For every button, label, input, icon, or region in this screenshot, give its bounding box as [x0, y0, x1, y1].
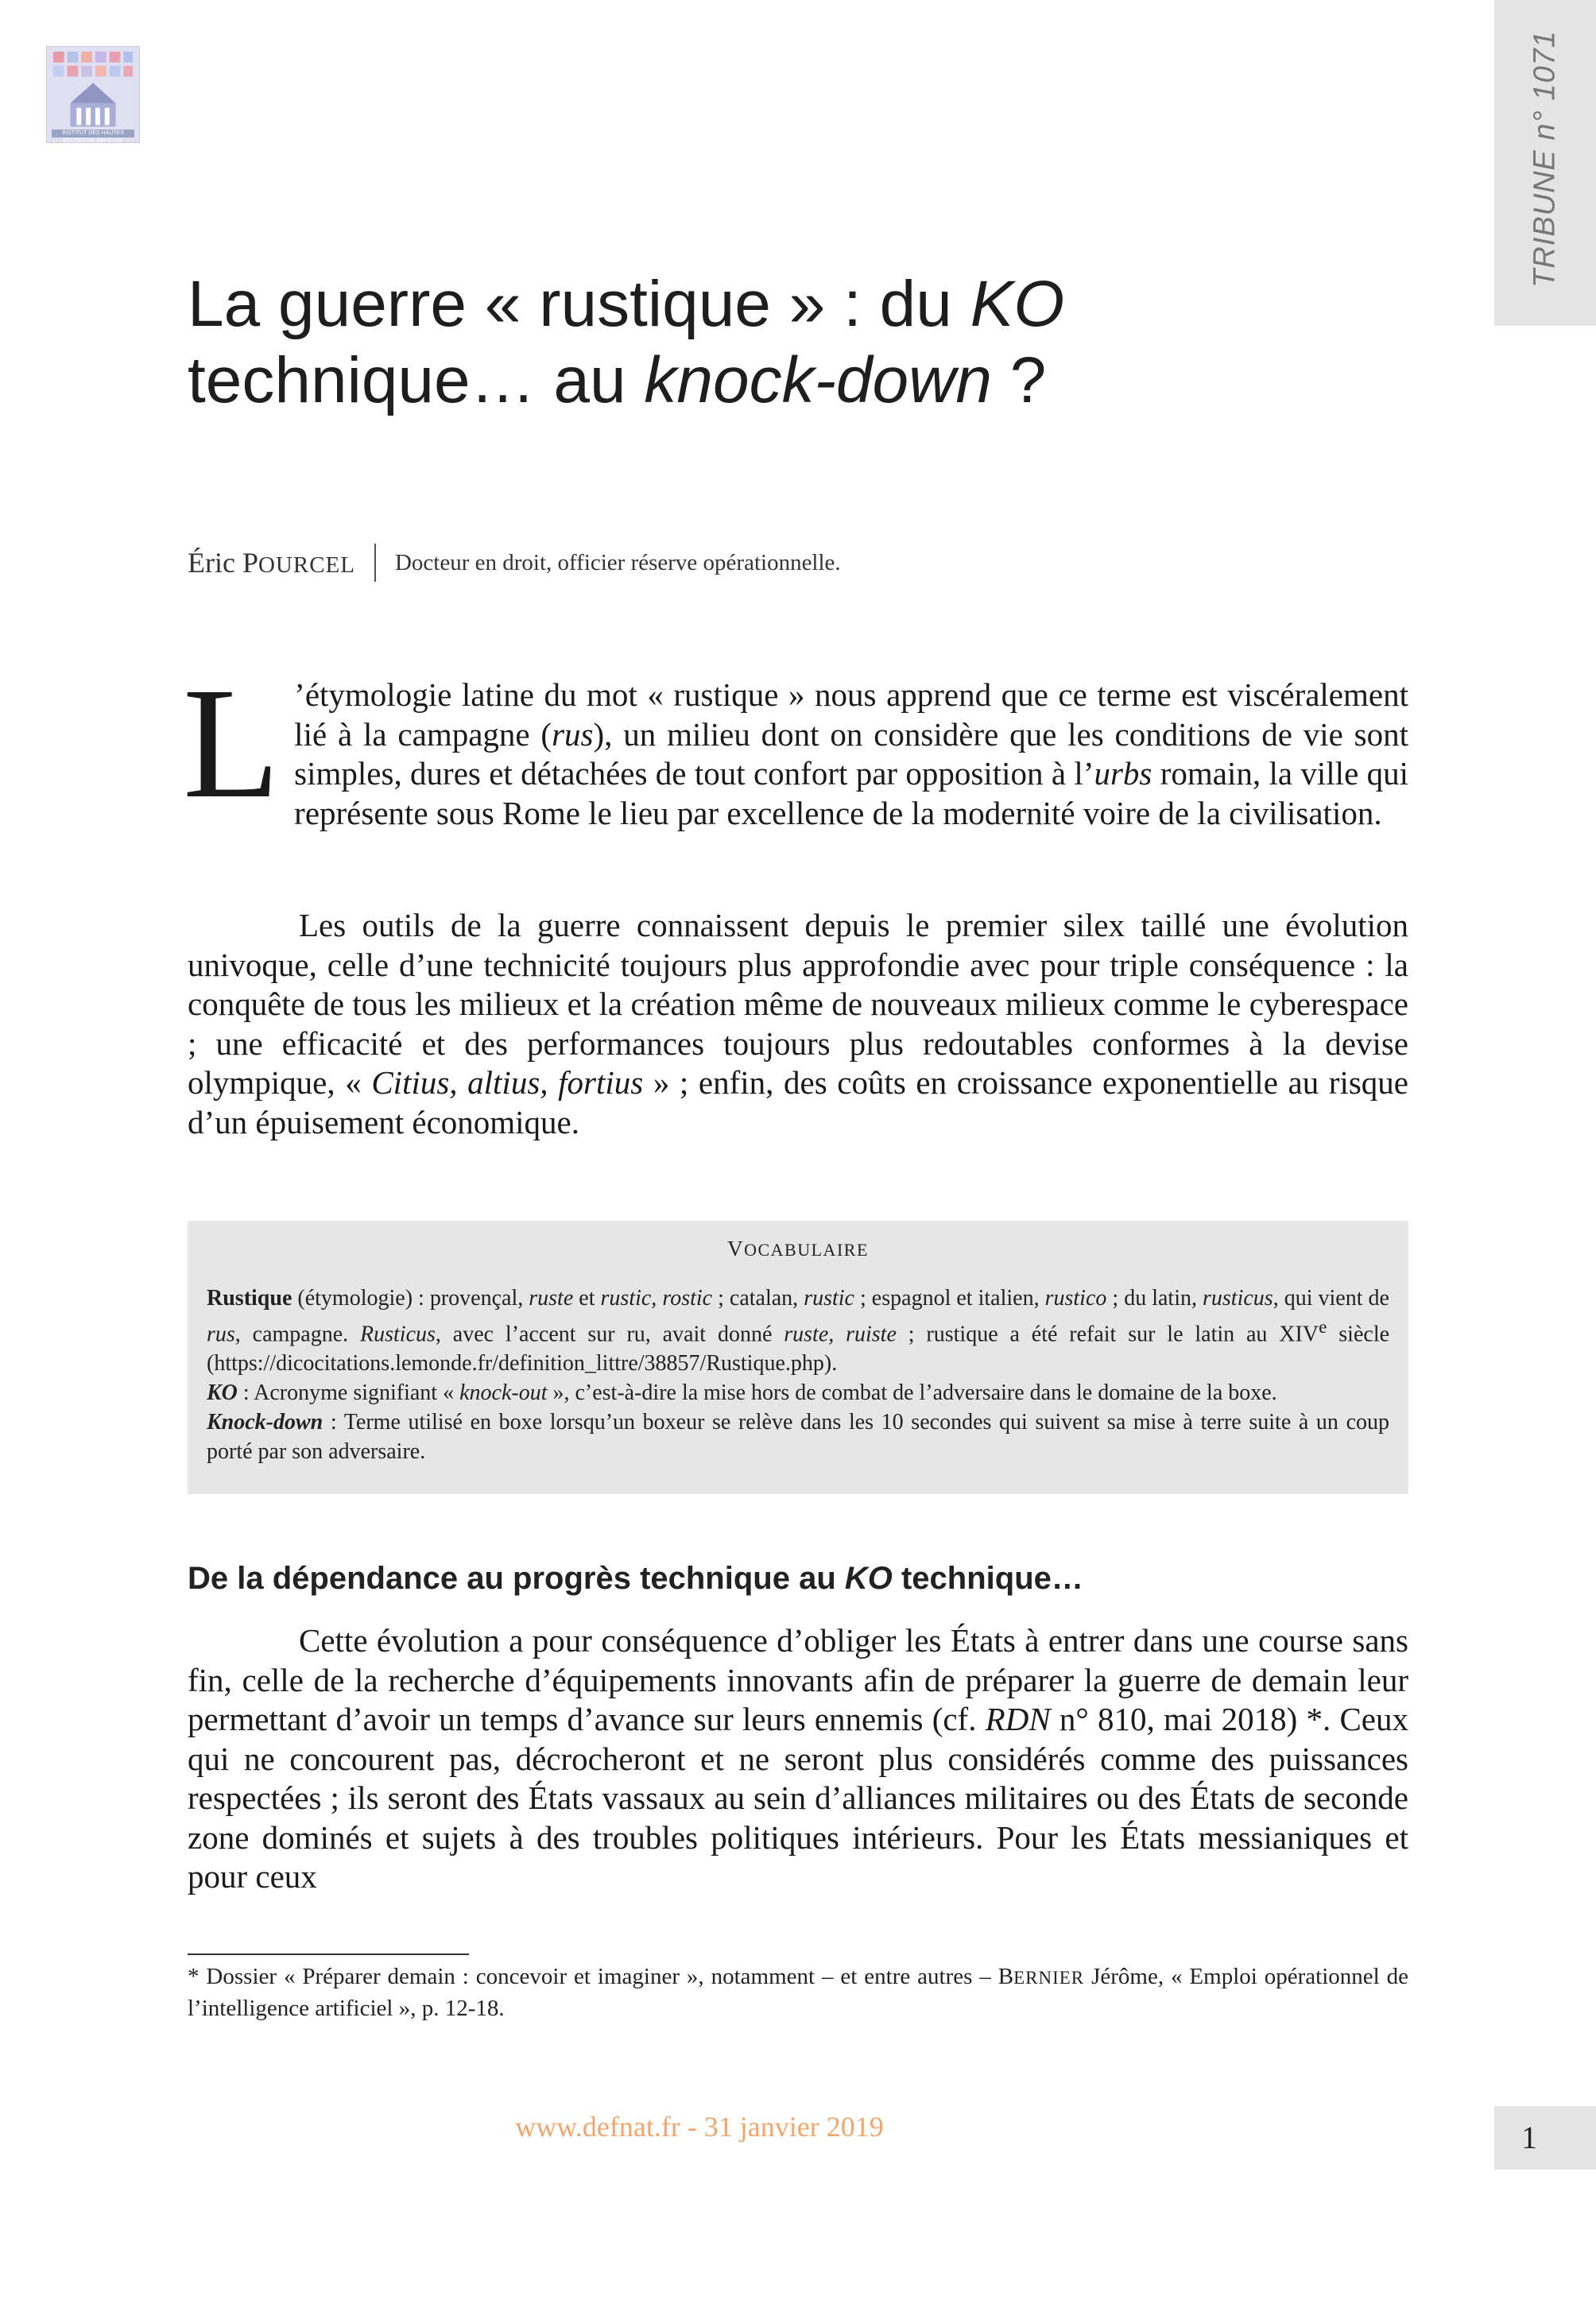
text-run: ; du latin,	[1106, 1286, 1203, 1311]
text-run: (étymologie) : provençal,	[292, 1286, 529, 1311]
author-last-smallcaps: OURCEL	[258, 552, 355, 578]
footnote-rule	[188, 1953, 469, 1955]
article-title	[188, 266, 1427, 419]
text-emphasis: ruste	[529, 1286, 574, 1311]
title-emphasis-ko: KO	[970, 268, 1065, 340]
vocabulary-box	[188, 1221, 1408, 1494]
heading-initial: V	[727, 1237, 745, 1260]
text-run: De la dépendance au progrès technique au	[188, 1561, 845, 1596]
text-run: », c’est-à-dire la mise hors de combat de l’adversaire dans le domaine de la boxe.	[547, 1380, 1277, 1406]
author-name	[188, 546, 355, 579]
vocab-entry-knockdown	[207, 1407, 1389, 1466]
footnote	[188, 1961, 1408, 2023]
text-emphasis: rustico	[1044, 1286, 1107, 1311]
title-text: ?	[991, 344, 1047, 416]
logo-caption: INSTITUT DES HAUTES ETUDES DE DEFENSE NATIONALE	[52, 130, 134, 137]
text-emphasis: Citius, altius, fortius	[371, 1064, 644, 1101]
text-run: , campagne.	[234, 1322, 361, 1347]
text-run: Jérôme, « Emploi opérationnel de l’intelligence artificiel », p. 12-18.	[188, 1964, 1408, 2021]
title-text: La guerre « rustique » : du	[188, 268, 970, 340]
text-emphasis: ruste, ruiste	[784, 1322, 897, 1347]
title-text: technique… au	[188, 344, 645, 416]
title-emphasis-knockdown: knock-down	[644, 344, 992, 416]
text-emphasis: RDN	[985, 1701, 1051, 1737]
text-emphasis: KO	[844, 1561, 893, 1596]
text-emphasis: knock-out	[459, 1380, 548, 1406]
text-emphasis: rustic, rostic	[600, 1286, 713, 1311]
text-run: ; catalan,	[712, 1286, 804, 1311]
tribune-label: TRIBUNE n° 1071	[1528, 30, 1562, 288]
text-run: » ; enfin, des coûts en croissance exponentielle au risque d’un épuisement économique.	[188, 1064, 1408, 1140]
text-emphasis: rus	[207, 1322, 235, 1347]
text-run: : Terme utilisé en boxe lorsqu’un boxeur se relève dans les 10 secondes qui suivent sa mise à terre suite à un coup porté par son adversaire.	[207, 1410, 1389, 1465]
text-run: ’étymologie latine du mot « rustique » nous apprend que ce terme est viscéralement lié à la campagne (	[294, 676, 1408, 753]
vocab-entry-rustique	[207, 1284, 1389, 1378]
byline-separator	[374, 544, 376, 582]
author-first: Éric P	[188, 547, 258, 579]
text-run: et	[573, 1286, 601, 1311]
vocab-term: Rustique	[207, 1286, 292, 1311]
text-run: ; rustique a été refait sur le latin au XIV	[896, 1322, 1319, 1347]
text-run: siècle (https://dicocitations.lemonde.fr/definition_littre/38857/Rustique.php).	[207, 1322, 1390, 1377]
page-number: 1	[1521, 2120, 1537, 2155]
text-run: technique…	[892, 1561, 1083, 1596]
logo-building-image	[47, 47, 139, 142]
text-run: : Acronyme signifiant «	[237, 1380, 460, 1406]
text-emphasis: rus	[552, 715, 594, 753]
vocab-term: Knock-down	[207, 1410, 323, 1435]
text-emphasis: Rusticus	[360, 1322, 436, 1347]
text-run: ; espagnol et italien,	[854, 1286, 1045, 1311]
paragraph-evolution	[188, 1621, 1408, 1897]
ihedn-logo	[46, 46, 140, 152]
section-heading	[188, 1561, 1083, 1597]
vocab-entry-ko	[207, 1378, 1389, 1407]
text-emphasis: rusticus	[1203, 1286, 1273, 1311]
paragraph-tools-of-war	[188, 906, 1408, 1142]
text-emphasis: urbs	[1094, 755, 1152, 792]
byline	[188, 539, 841, 587]
text-run: n° 810, mai 2018) *. Ceux qui ne concourent pas, décrocheront et ne seront plus considérés comme des puissances respectées ; ils seront des États vassaux au sein d’alliances militaires ou des États de seconde zone dominés et sujets à des troubles politiques intérieurs. Pour les États messianiques et pour ceux	[188, 1701, 1409, 1895]
drop-cap: L	[183, 656, 281, 831]
text-emphasis: rustic	[804, 1286, 854, 1311]
text-run: Les outils de la guerre connaissent depuis le premier silex taillé une évolution univoque, celle d’une technicité toujours plus approfondie avec pour triple conséquence : la conquête de tous les milieux et la création même de nouveaux milieux comme le cyberespace ; une efficacité et des performances toujours plus redoutables conformes à la devise olympique, «	[188, 907, 1408, 1101]
tribune-tab	[1494, 0, 1596, 326]
superscript: e	[1319, 1317, 1327, 1338]
text-run: ), un milieu dont on considère que les conditions de vie sont simples, dures et détachées de tout confort par opposition à l’	[294, 715, 1408, 792]
text-run: romain, la ville qui représente sous Rome le lieu par excellence de la modernité voire de la civilisation.	[294, 755, 1408, 831]
vocabulary-heading	[207, 1237, 1389, 1261]
author-affiliation: Docteur en droit, officier réserve opérationnelle.	[394, 549, 841, 575]
text-run: Cette évolution a pour conséquence d’obliger les États à entrer dans une course sans fin, celle de la recherche d’équipements innovants afin de préparer la guerre de demain leur permettant d’avoir un temps d’avance sur leurs ennemis (cf.	[188, 1622, 1408, 1737]
footer-link[interactable]: www.defnat.fr - 31 janvier 2019	[515, 2111, 884, 2143]
vocab-term: KO	[207, 1380, 238, 1406]
text-run: , avec l’accent sur ru, avait donné	[435, 1322, 784, 1347]
footnote-smallcaps: ERNIER	[1013, 1968, 1085, 1988]
text-run: , qui vient de	[1273, 1286, 1389, 1311]
page-number-tab	[1494, 2106, 1596, 2170]
heading-smallcaps: OCABULAIRE	[744, 1240, 869, 1260]
paragraph-intro	[183, 656, 1408, 833]
text-run: * Dossier « Préparer demain : concevoir et imaginer », notamment – et entre autres – B	[188, 1964, 1014, 1989]
